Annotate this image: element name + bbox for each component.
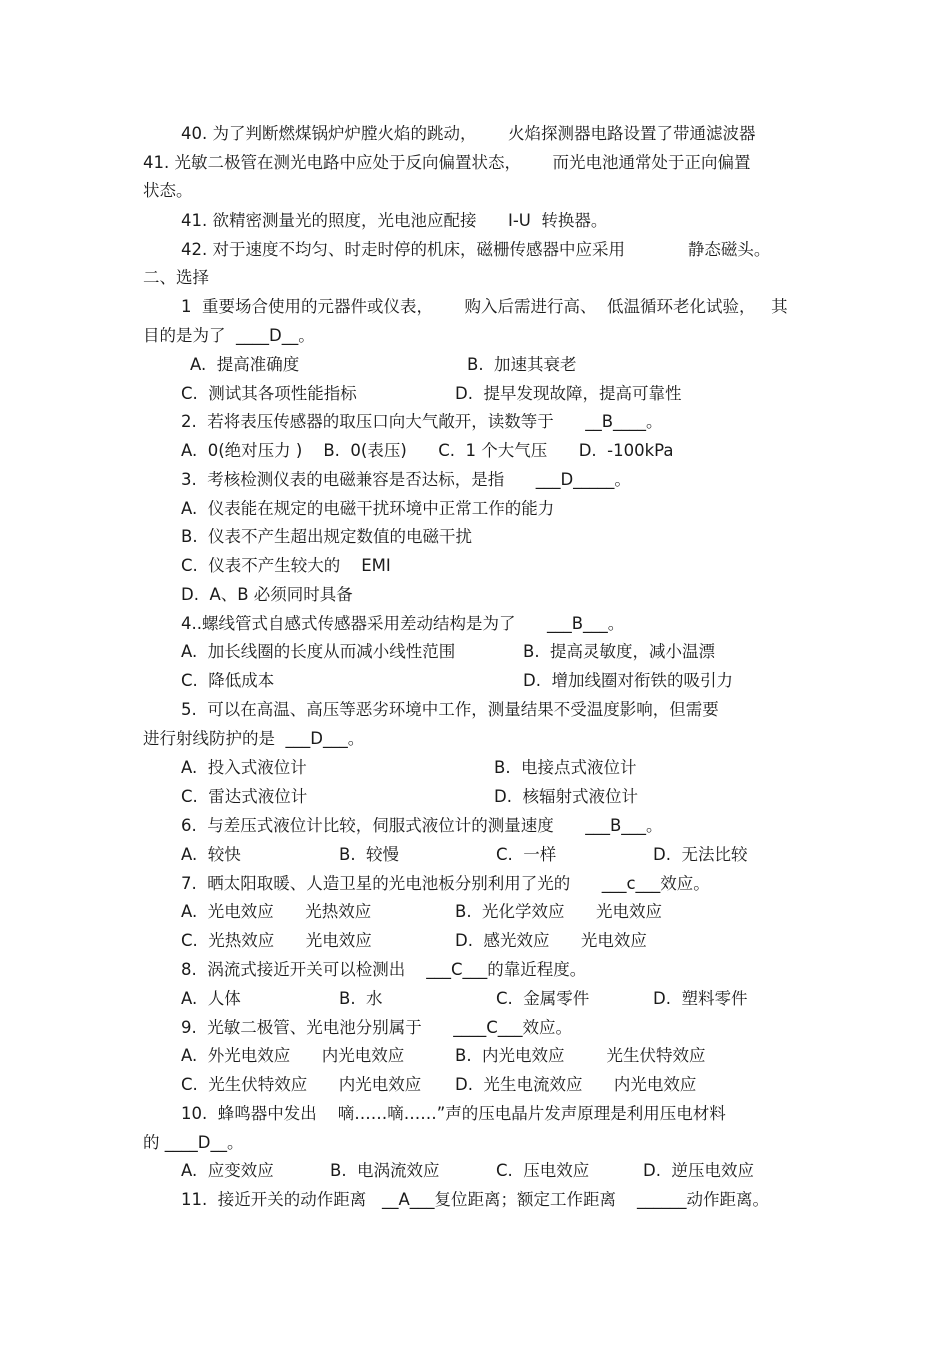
q8-option-d: D. 塑料零件 (653, 989, 748, 1008)
q10-option-c: C. 压电效应 (496, 1161, 590, 1180)
question-10-line1: 10. 蜂鸣器中发出 嘀……嘀……”声的压电晶片发声原理是利用压电材料 (181, 1104, 726, 1123)
q1-option-d: D. 提早发现故障，提高可靠性 (455, 384, 682, 403)
q7-option-d: D. 感光效应 光电效应 (455, 931, 647, 950)
q10-option-d: D. 逆压电效应 (643, 1161, 754, 1180)
q6-option-a: A. 较快 (181, 845, 241, 864)
statement-41-line2: 状态。 (143, 181, 193, 200)
question-4: 4..螺线管式自感式传感器采用差动结构是为了 ___B___。 (181, 614, 625, 633)
statement-40: 40. 为了判断燃煤锅炉炉膛火焰的跳动， 火焰探测器电路设置了带通滤波器 (181, 124, 756, 143)
q7-option-c: C. 光热效应 光电效应 (181, 931, 372, 950)
question-1-line1: 1 重要场合使用的元器件或仪表， 购入后需进行高、 低温循环老化试验， 其 (181, 297, 788, 316)
statement-41b: 41. 欲精密测量光的照度，光电池应配接 I-U 转换器。 (181, 211, 608, 230)
q9-option-c: C. 光生伏特效应 内光电效应 (181, 1075, 422, 1094)
q4-option-c: C. 降低成本 (181, 671, 275, 690)
q8-option-a: A. 人体 (181, 989, 241, 1008)
question-3: 3. 考核检测仪表的电磁兼容是否达标，是指 ___D_____。 (181, 470, 631, 489)
question-5-line1: 5. 可以在高温、高压等恶劣环境中工作，测量结果不受温度影响，但需要 (181, 700, 719, 719)
q5-option-c: C. 雷达式液位计 (181, 787, 308, 806)
question-2: 2. 若将表压传感器的取压口向大气敞开，读数等于 __B____。 (181, 412, 663, 431)
q6-option-d: D. 无法比较 (653, 845, 748, 864)
q6-option-b: B. 较慢 (339, 845, 400, 864)
q2-options: A. 0(绝对压力 ) B. 0(表压) C. 1 个大气压 D. -100kPa (181, 441, 674, 460)
q10-option-a: A. 应变效应 (181, 1161, 274, 1180)
q4-option-b: B. 提高灵敏度，减小温漂 (523, 642, 716, 661)
q10-option-b: B. 电涡流效应 (330, 1161, 440, 1180)
q5-option-a: A. 投入式液位计 (181, 758, 307, 777)
q3-option-c: C. 仪表不产生较大的 EMI (181, 556, 391, 575)
q5-option-d: D. 核辐射式液位计 (494, 787, 638, 806)
q3-option-d: D. A、B 必须同时具备 (181, 585, 353, 604)
question-6: 6. 与差压式液位计比较，伺服式液位计的测量速度 ___B___。 (181, 816, 663, 835)
q8-option-b: B. 水 (339, 989, 383, 1008)
q9-option-b: B. 内光电效应 光生伏特效应 (455, 1046, 706, 1065)
question-5-line2: 进行射线防护的是 ___D___。 (143, 729, 365, 748)
statement-42: 42. 对于速度不均匀、时走时停的机床，磁栅传感器中应采用 静态磁头。 (181, 240, 771, 259)
q9-option-a: A. 外光电效应 内光电效应 (181, 1046, 405, 1065)
question-9: 9. 光敏二极管、光电池分别属于 ____C___效应。 (181, 1018, 572, 1037)
q5-option-b: B. 电接点式液位计 (494, 758, 637, 777)
q3-option-a: A. 仪表能在规定的电磁干扰环境中正常工作的能力 (181, 499, 555, 518)
q1-option-c: C. 测试其各项性能指标 (181, 384, 357, 403)
q1-option-b: B. 加速其衰老 (467, 355, 577, 374)
question-1-line2: 目的是为了 ____D__。 (143, 326, 315, 345)
q8-option-c: C. 金属零件 (496, 989, 590, 1008)
q3-option-b: B. 仪表不产生超出规定数值的电磁干扰 (181, 527, 473, 546)
question-7: 7. 晒太阳取暖、人造卫星的光电池板分别利用了光的 ___c___效应。 (181, 874, 710, 893)
question-11: 11. 接近开关的动作距离 __A___复位距离；额定工作距离 ______动作距离。 (181, 1190, 769, 1209)
question-10-line2: 的 ____D__。 (143, 1133, 244, 1152)
q6-option-c: C. 一样 (496, 845, 557, 864)
q1-option-a: A. 提高准确度 (190, 355, 300, 374)
question-8: 8. 涡流式接近开关可以检测出 ___C___的靠近程度。 (181, 960, 587, 979)
statement-41-line1: 41. 光敏二极管在测光电路中应处于反向偏置状态， 而光电池通常处于正向偏置 (143, 153, 751, 172)
section-heading-choice: 二、选择 (143, 268, 209, 287)
q4-option-a: A. 加长线圈的长度从而减小线性范围 (181, 642, 456, 661)
q4-option-d: D. 增加线圈对衔铁的吸引力 (523, 671, 733, 690)
q7-option-b: B. 光化学效应 光电效应 (455, 902, 663, 921)
q9-option-d: D. 光生电流效应 内光电效应 (455, 1075, 697, 1094)
q7-option-a: A. 光电效应 光热效应 (181, 902, 372, 921)
